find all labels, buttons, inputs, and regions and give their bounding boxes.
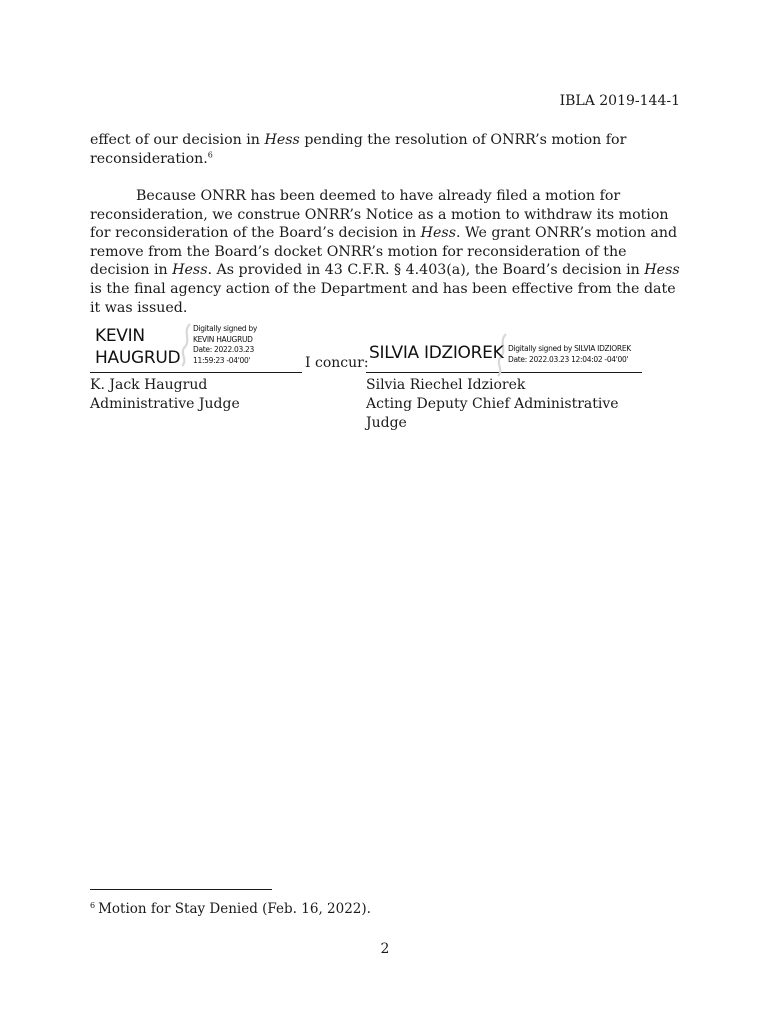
paragraph-text: . As provided in 43 C.F.R. § 4.403(a), the Board’s decision in xyxy=(207,262,645,279)
signature-detail-line: Date: 2022.03.23 xyxy=(193,345,254,354)
signature-block-idziorek xyxy=(366,322,642,433)
case-name: Hess xyxy=(172,262,208,279)
docket-number: IBLA 2019-144-1 xyxy=(559,93,680,109)
footnote-reference[interactable]: 6 xyxy=(207,149,213,159)
footnote-divider xyxy=(90,889,272,890)
signature-detail-line: KEVIN HAUGRUD xyxy=(193,334,253,344)
digital-signature-field[interactable] xyxy=(366,322,642,373)
case-name: Hess xyxy=(264,132,300,148)
signature-name-line: HAUGRUD xyxy=(95,348,181,368)
signer-printed-name: Silvia Riechel Idziorek xyxy=(366,377,526,393)
concur-label: I concur: xyxy=(305,355,369,371)
signer-printed-name: K. Jack Haugrud xyxy=(90,377,208,393)
signature-detail-line: Date: 2022.03.23 12:04:02 -04'00' xyxy=(508,354,629,364)
digital-signature-details xyxy=(508,344,648,365)
paragraph-text: is the final agency action of the Department and has been effective from the date it was issued. xyxy=(90,280,676,316)
digital-signature-field[interactable] xyxy=(90,322,302,373)
signer-title: Acting Deputy Chief Administrative Judge xyxy=(366,396,619,431)
footnote-text: Motion for Stay Denied (Feb. 16, 2022). xyxy=(98,901,371,917)
paragraph-text: effect of our decision in xyxy=(90,132,265,148)
paragraph-text: . We grant ONRR’s motion and remove from the Board’s docket ONRR’s motion for reconsideration of the decision in xyxy=(90,225,678,279)
page-number: 2 xyxy=(380,941,390,957)
paragraph-continuation xyxy=(90,131,680,168)
signature-detail-line: Digitally signed by xyxy=(193,324,257,333)
case-name: Hess xyxy=(420,225,456,242)
paragraph-text: pending the resolution of ONRR’s motion for reconsideration. xyxy=(90,132,627,167)
signature-name-line: KEVIN xyxy=(95,326,145,346)
digital-signature-name xyxy=(95,325,185,369)
digital-signature-details xyxy=(193,324,298,366)
footnote xyxy=(90,900,371,918)
paragraph-ruling xyxy=(90,187,680,317)
signature-block-haugrud xyxy=(90,322,302,414)
case-name: Hess xyxy=(644,262,680,279)
signature-detail-line: 11:59:23 -04'00' xyxy=(193,355,251,365)
signature-detail-line: Digitally signed by SILVIA IDZIOREK xyxy=(508,344,631,353)
footnote-mark: 6 xyxy=(90,900,96,910)
paragraph-text: Because ONRR has been deemed to have already filed a motion for reconsideration, we construe ONRR’s Notice as a motion to withdraw its motion for reconsideration of the Board’s decision in xyxy=(90,188,669,242)
signer-title: Administrative Judge xyxy=(90,396,240,412)
digital-signature-name: SILVIA IDZIOREK xyxy=(369,343,504,363)
